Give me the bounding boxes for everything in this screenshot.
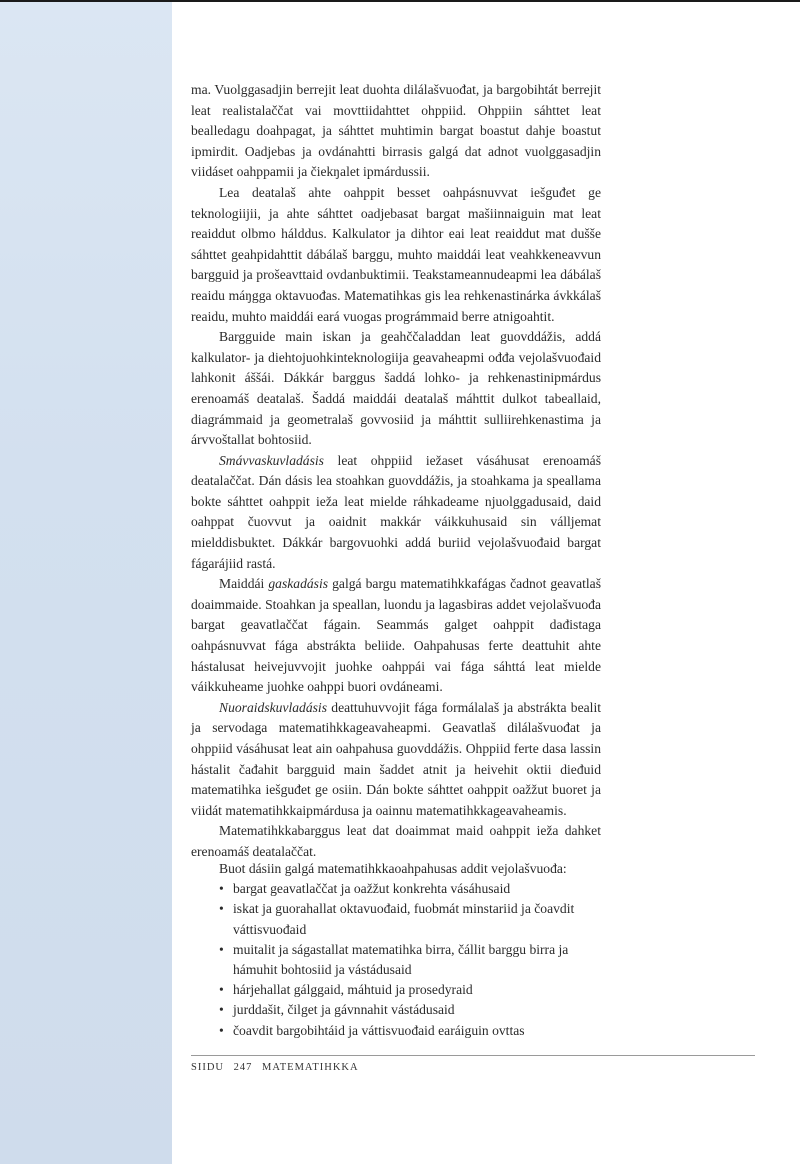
list-intro: Buot dásiin galgá matematihkkaoahpahusas addit vejolašvuođa: (219, 861, 567, 876)
paragraph-text: ma. Vuolggasadjin berrejit leat duohta dilálašvuođat, ja bargobihtát berrejit leat realistalaččat vai movttiidahttet ohppiid. Ohppiin sáhttet leat bealledagu doahpagat, ja sáhttet muhtimin bargat boastut dahje boastut ipmirdit. Oadjebas ja ovdánahtti birrasis galgá dat adnot vuolggasadjin viidáset oahppamii ja čiekŋalet ipmárdussii. (191, 82, 601, 180)
paragraph-lead-italic: Smávvaskuvladásis (219, 452, 324, 468)
paragraph-text: Matematihkkabarggus leat dat doaimmat maid oahppit ieža dahket erenoamáš deatalaččat. (191, 823, 601, 859)
page-number: 247 (233, 1062, 253, 1073)
paragraph-text: Lea deatalaš ahte oahppit besset oahpásnuvvat iešguđet ge teknologiijii, ja ahte sáhttet oadjebasat bargat mašiinnaiguin mat leat reaiddut olbmo hálddus. Kalkulator ja dihtor eai leat reaiddut mat dušše sáhttet geahpidahttit dábálaš barggu, muhto maiddái leat veahkkeneavvun bargguid ja prošeavttaid ovdanbuktimii. Teakstameannudeapmi lea dábálaš reaidu máŋgga oktavuođas. Matematihkas gis lea rehkenastinárka ávkkálaš reaidu, muhto maiddái eará vuogas prográmmaid berre atnigoahtit. (191, 184, 601, 324)
paragraph-5 (191, 574, 601, 698)
list-item: • hárjehallat gálggaid, máhtuid ja prosedyraid (219, 980, 609, 1000)
paragraph-text: leat ohppiid iežaset vásáhusat erenoamáš deatalaččat. Dán dásis lea stoahkan guovddážis, ja stoahkama ja speallama bokte sáhttet oahppit ieža leat mielde ráhkadeame njuolggadusaid, daid oahppat čuovvut ja oaidnit makkár váikkuhusaid sin válljemat mielddisbuktet. Dákkár bargovuohki addá buriid vejolašvuođaid bargat fágarájiid rastá. (191, 452, 601, 571)
page-footer (191, 1062, 365, 1073)
list-item: • bargat geavatlaččat ja oažžut konkrehta vásáhusaid (219, 879, 609, 899)
footer-rule (191, 1055, 755, 1056)
list-item: • muitalit ja ságastallat matematihka birra, čállit barggu birra ja hámuhit bohtosiid ja vástádusaid (219, 940, 609, 980)
paragraph-text: Bargguide main iskan ja geahččaladdan leat guovddážis, addá kalkulator- ja diehtojuohkinteknologiija geavaheapmi ođđa vejolašvuođaid lahkonit áššái. Dákkár barggus šaddá lohko- ja rehkenastinipmárdus erenoamáš deatalaš. Šaddá maiddái deatalaš máhttit dulkot tabeallaid, diagrámmaid ja geometralaš govvosiid ja máhttit sulliirehkenastima ja árvvoštallat bohtosiid. (191, 329, 601, 448)
side-color-band (0, 2, 172, 1164)
paragraph-lead: Maiddái (219, 576, 269, 592)
paragraph-lead-italic: Nuoraidskuvladásis (219, 699, 327, 715)
body-text (191, 80, 601, 863)
footer-section: MATEMATIHKKA (262, 1062, 359, 1073)
list-item: • iskat ja guorahallat oktavuođaid, fuobmát minstariid ja čoavdit váttisvuođaid (219, 899, 609, 939)
list-item: • jurddašit, čilget ja gávnnahit vástádusaid (219, 1000, 609, 1020)
paragraph-3 (191, 327, 601, 451)
goal-list-block (219, 859, 609, 1041)
paragraph-1 (191, 80, 601, 183)
list-item: • čoavdit bargobihtáid ja váttisvuođaid earáiguin ovttas (219, 1021, 609, 1041)
goal-list (219, 879, 609, 1041)
paragraph-7 (191, 821, 601, 862)
footer-label: SIIDU (191, 1062, 224, 1073)
paragraph-6 (191, 698, 601, 822)
paragraph-4 (191, 451, 601, 575)
paragraph-text: galgá bargu matematihkkafágas čadnot geavatlaš doaimmaide. Stoahkan ja speallan, luondu ja lagasbiras addet vejolašvuođa bargat geavatlaččat fágain. Seammás galget oahppit dađistaga oahpásnuvvat fága abstrákta beliide. Oahpahusas ferte deattuhit ahte hástalusat heivejuvvojit juohke oahppái vai fága sáhttá leat mielde váikkuheame juohke oahppi buori ovdáneami. (191, 576, 602, 695)
paragraph-text: deattuhuvvojit fága formálalaš ja abstrákta bealit ja servodaga matematihkkageavaheapmi. Geavatlaš dilálašvuođat ja ohppiid vásáhusat leat ain oahpahusa guovddážis. Ohppiid ferte dasa lassin hástalit čađahit bargguid main šaddet atnit ja heivehit oktii dieđuid matematihka iešguđet ge osiin. Dán bokte sáhttet oahppit oažžut buoret ja viidát matematihkkaipmárdusa ja oainnu matematihkkageavaheamis. (191, 699, 601, 818)
paragraph-lead-italic: gaskadásis (268, 576, 329, 592)
paragraph-2 (191, 183, 601, 327)
